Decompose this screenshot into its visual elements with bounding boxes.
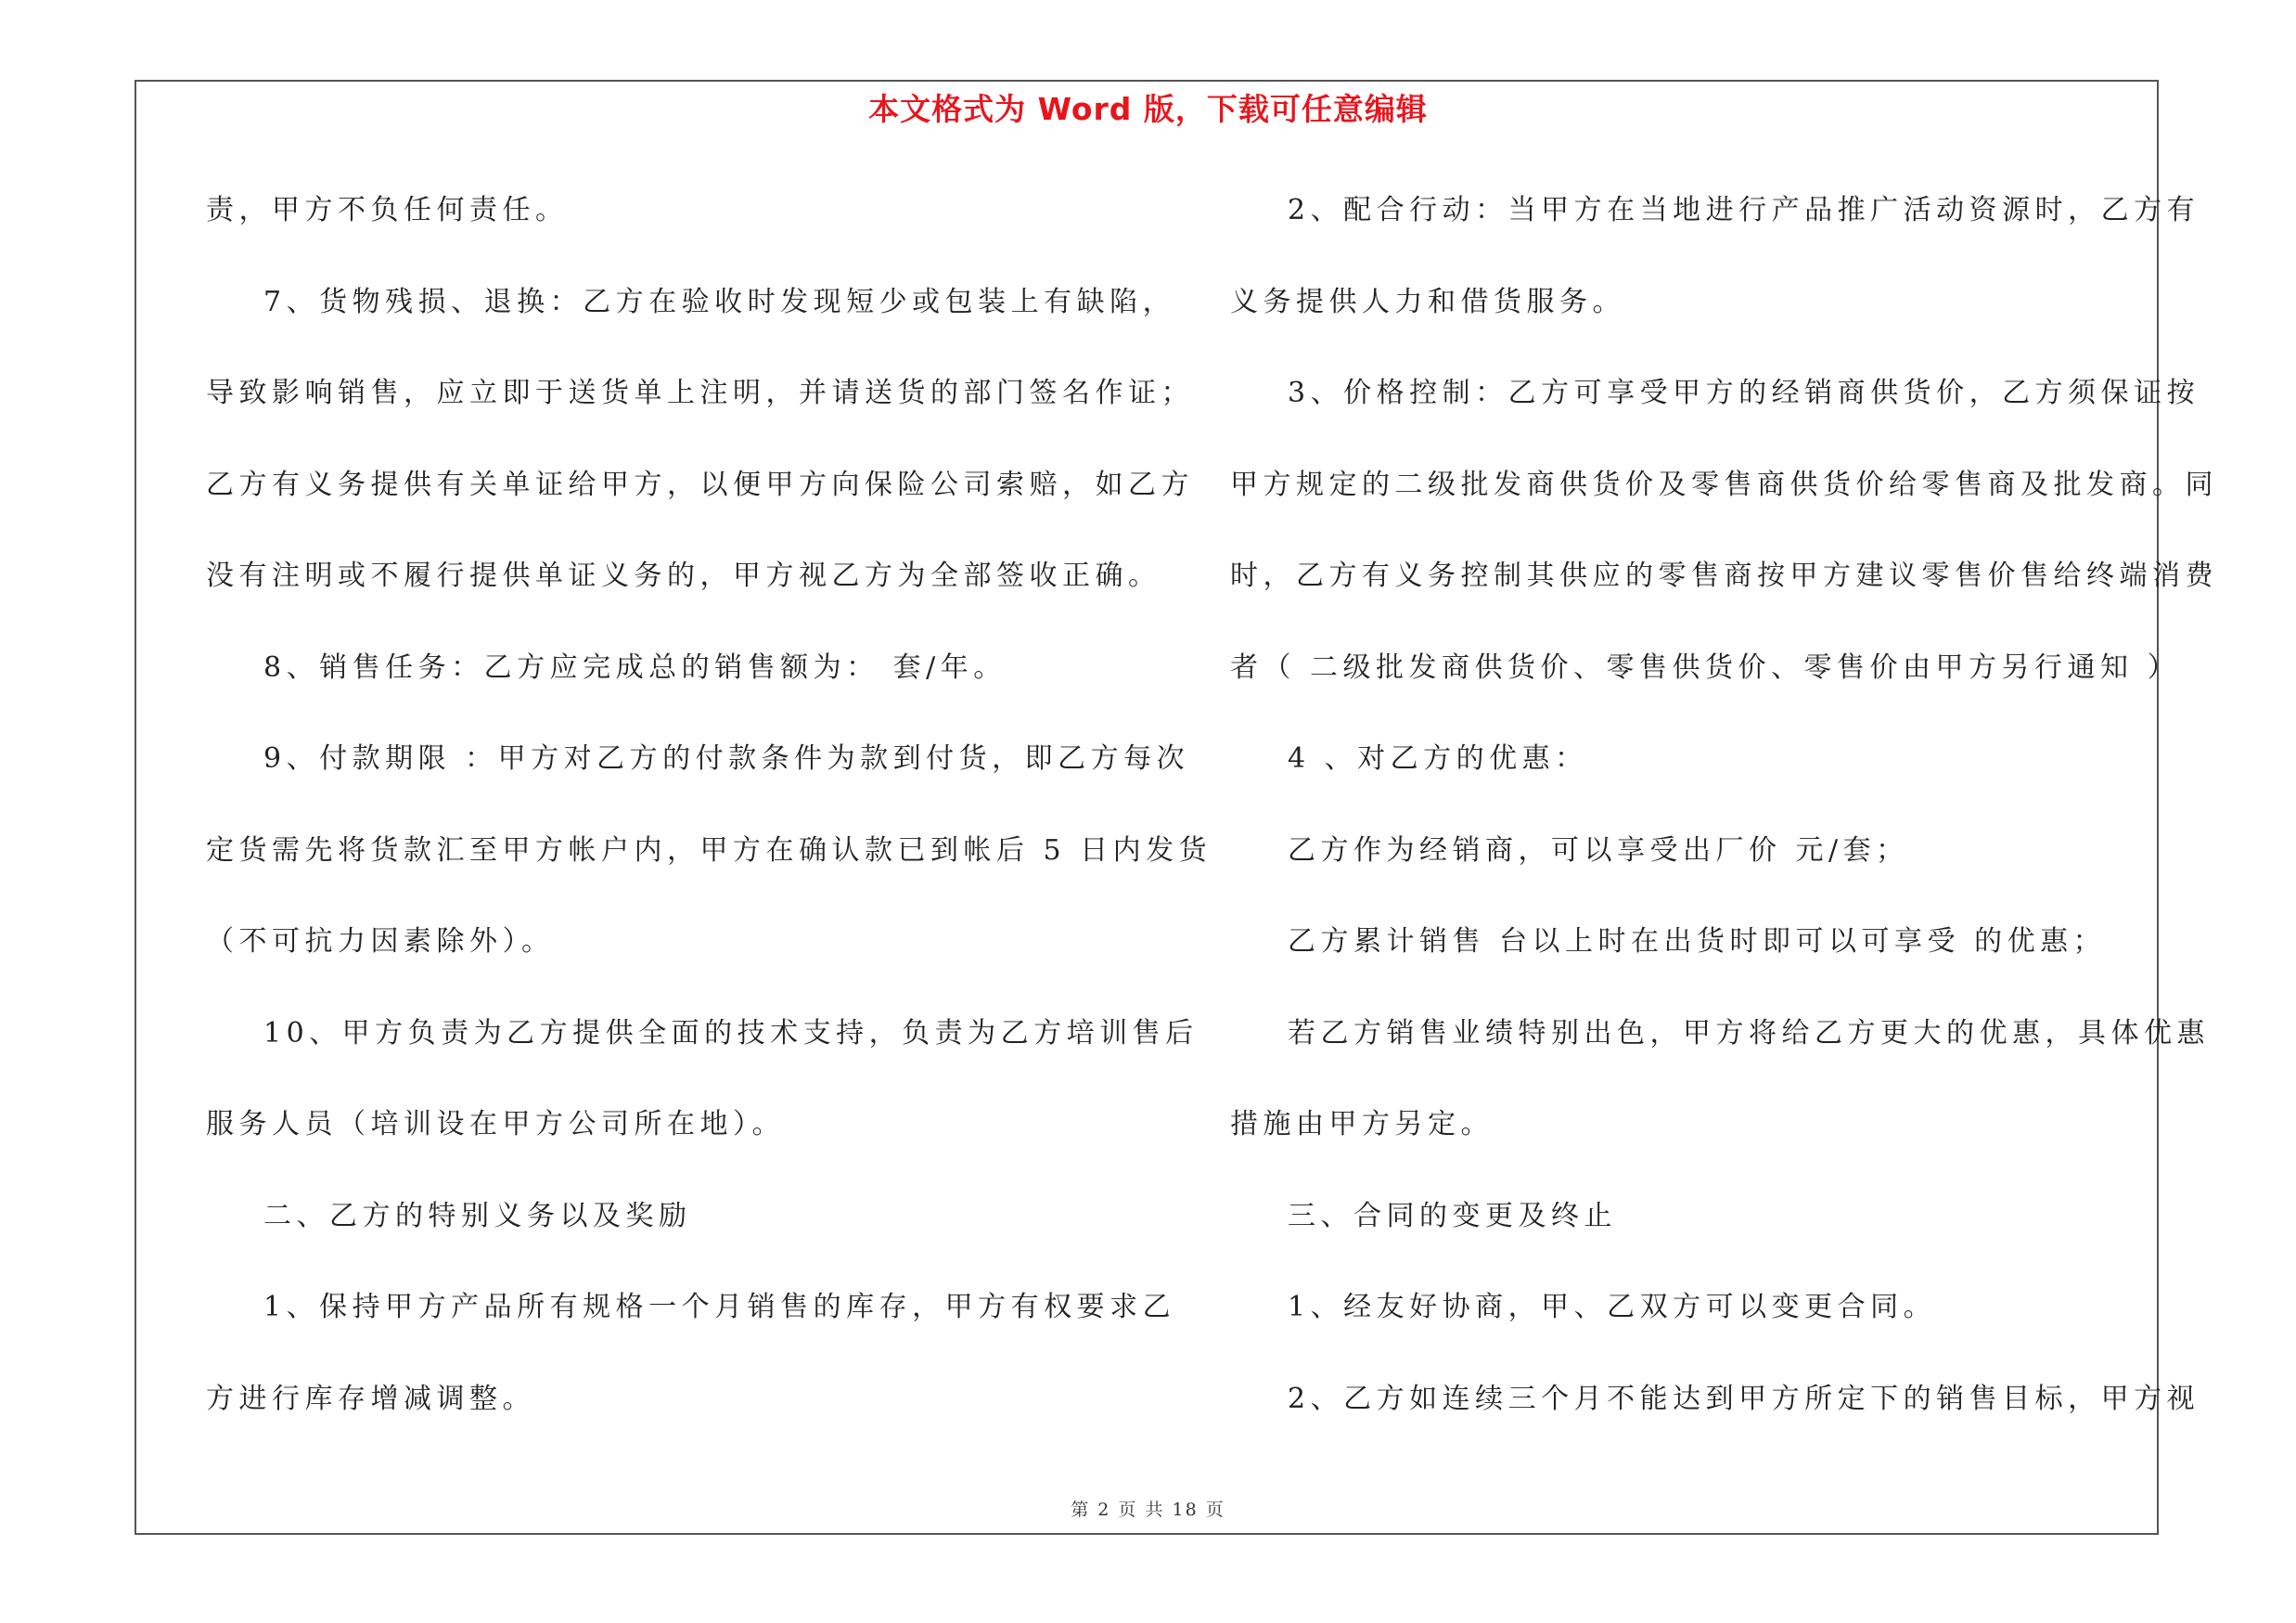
text-line: 7、货物残损、退换：乙方在验收时发现短少或包装上有缺陷，	[263, 286, 1176, 318]
text-line: 2、配合行动：当甲方在当地进行产品推广活动资源时，乙方有	[1288, 194, 2200, 226]
text-line: 10、甲方负责为乙方提供全面的技术支持，负责为乙方培训售后	[263, 1017, 1199, 1050]
text-line: 乙方作为经销商，可以享受出厂价 元/套；	[1288, 834, 1909, 867]
text-line: 8、销售任务：乙方应完成总的销售额为： 套/年。	[263, 651, 1007, 684]
text-line: 措施由甲方另定。	[1230, 1108, 1494, 1140]
text-line: 时，乙方有义务控制其供应的零售商按甲方建议零售价售给终端消费	[1230, 560, 2218, 592]
word-format-banner: 本文格式为 Word 版，下载可任意编辑	[868, 91, 1428, 127]
text-line: 服务人员（培训设在甲方公司所在地）。	[206, 1108, 785, 1140]
text-line: 乙方有义务提供有关单证给甲方，以便甲方向保险公司索赔，如乙方	[206, 469, 1194, 501]
text-line: 三、合同的变更及终止	[1288, 1200, 1617, 1232]
page-number-footer: 第 2 页 共 18 页	[1071, 1500, 1225, 1520]
text-line: 导致影响销售，应立即于送货单上注明，并请送货的部门签名作证；	[206, 377, 1194, 409]
text-line: 若乙方销售业绩特别出色，甲方将给乙方更大的优惠，具体优惠	[1288, 1017, 2210, 1050]
text-line: 1、经友好协商，甲、乙双方可以变更合同。	[1288, 1291, 1937, 1323]
text-line: 定货需先将货款汇至甲方帐户内，甲方在确认款已到帐后 5 日内发货	[206, 834, 1212, 867]
text-line: 二、乙方的特别义务以及奖励	[263, 1200, 692, 1232]
text-line: 乙方累计销售 台以上时在出货时即可以可享受 的优惠；	[1288, 925, 2107, 958]
text-line: 者（ 二级批发商供货价、零售供货价、零售价由甲方另行通知 ）	[1230, 651, 2181, 684]
text-line: 甲方规定的二级批发商供货价及零售商供货价给零售商及批发商。同	[1230, 469, 2218, 501]
text-line: 责，甲方不负任何责任。	[206, 194, 569, 226]
text-line: （不可抗力因素除外）。	[206, 925, 555, 958]
text-line: 1、保持甲方产品所有规格一个月销售的库存，甲方有权要求乙	[263, 1291, 1176, 1323]
text-line: 9、付款期限 ：甲方对乙方的付款条件为款到付货，即乙方每次	[263, 742, 1190, 775]
text-line: 3、价格控制：乙方可享受甲方的经销商供货价，乙方须保证按	[1288, 377, 2200, 409]
text-line: 没有注明或不履行提供单证义务的，甲方视乙方为全部签收正确。	[206, 560, 1161, 592]
text-line: 2、乙方如连续三个月不能达到甲方所定下的销售目标，甲方视	[1288, 1383, 2200, 1415]
text-line: 方进行库存增减调整。	[206, 1383, 535, 1415]
text-line: 4 、对乙方的优惠：	[1288, 742, 1588, 775]
text-line: 义务提供人力和借货服务。	[1230, 286, 1625, 318]
